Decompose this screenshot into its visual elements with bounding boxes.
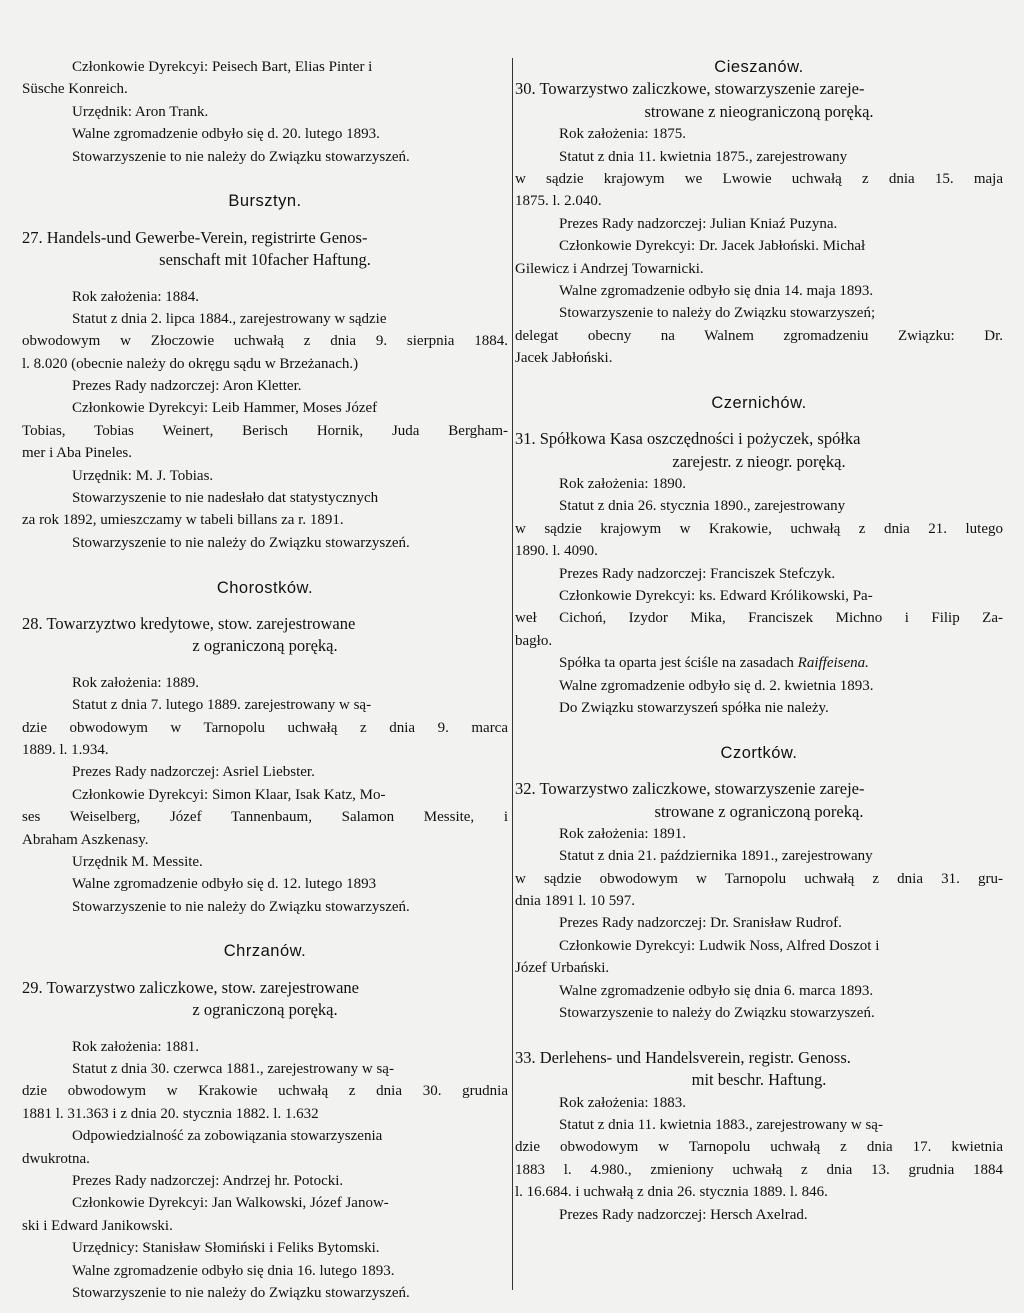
paragraph-line: Prezes Rady nadzorczej: Franciszek Stefczyk.: [559, 565, 836, 582]
paragraph-line: Walne zgromadzenie odbyło się d. 12. lutego 1893: [72, 876, 377, 893]
paragraph-line: Stowarzyszenie to należy do Związku stowarzyszeń.: [559, 1005, 875, 1022]
entry-title-continued: mit beschr. Haftung.: [691, 1070, 827, 1090]
paragraph-line: Stowarzyszenie to nie nadesłało dat statystycznych: [72, 490, 379, 507]
section-heading: Chrzanów.: [223, 942, 307, 961]
paragraph-line: Stowarzyszenie to nie należy do Związku stowarzyszeń.: [72, 898, 410, 915]
spacer: [515, 719, 1003, 741]
paragraph-line: Członkowie Dyrekcyi: Ludwik Noss, Alfred Doszot i: [559, 937, 880, 954]
entry-title-continued: z ograniczoną poręką.: [192, 1000, 338, 1020]
spacer: [22, 599, 508, 613]
paragraph-line: Statut z dnia 11. kwietnia 1875., zarejestrowany: [559, 148, 848, 165]
entry-title: 28. Towarzyztwo kredytowe, stow. zarejestrowane: [22, 613, 356, 633]
paragraph-line: weł Cichoń, Izydor Mika, Franciszek Michno i Filip Za-: [515, 610, 1003, 627]
text-run: Spółka ta oparta jest ściśle na zasadach: [559, 655, 794, 672]
paragraph-line: [515, 652, 1003, 674]
paragraph-line: Członkowie Dyrekcyi: Jan Walkowski, Józef Janow-: [72, 1195, 389, 1212]
entry-title-continued: zarejestr. z nieogr. poręką.: [672, 451, 846, 471]
paragraph-line: Prezes Rady nadzorczej: Hersch Axelrad.: [559, 1206, 808, 1223]
paragraph-line: Statut z dnia 7. lutego 1889. zarejestrowany w są-: [72, 697, 372, 714]
paragraph-line: dzie obwodowym w Krakowie uchwałą z dnia 30. grudnia: [22, 1083, 508, 1100]
paragraph-line: Stowarzyszenie to nie należy do Związku stowarzyszeń.: [72, 534, 410, 551]
entry-title: 31. Spółkowa Kasa oszczędności i pożyczek, spółka: [515, 429, 861, 449]
paragraph-line: obwodowym w Złoczowie uchwałą z dnia 9. sierpnia 1884.: [22, 333, 508, 350]
paragraph-line: Jacek Jabłoński.: [515, 350, 613, 367]
paragraph-line: Walne zgromadzenie odbyło się d. 2. kwietnia 1893.: [559, 677, 874, 694]
paragraph-line: w sądzie krajowym w Krakowie, uchwałą z dnia 21. lutego: [515, 520, 1003, 537]
spacer: [515, 1024, 1003, 1046]
paragraph-line: Süsche Konreich.: [22, 81, 128, 98]
spacer: [22, 658, 508, 672]
paragraph-line: w sądzie obwodowym w Tarnopolu uchwałą z dnia 31. gru-: [515, 870, 1003, 887]
paragraph-line: Gilewicz i Andrzej Towarnicki.: [515, 260, 704, 277]
paragraph-line: Stowarzyszenie to nie należy do Związku stowarzyszeń.: [72, 148, 410, 165]
paragraph-line: dnia 1891 l. 10 597.: [515, 893, 635, 910]
paragraph-line: bagło.: [515, 632, 553, 649]
paragraph-line: Walne zgromadzenie odbyło się dnia 6. marca 1893.: [559, 982, 874, 999]
paragraph-line: Prezes Rady nadzorczej: Aron Kletter.: [72, 378, 302, 395]
section-heading: Chorostków.: [216, 578, 314, 597]
entry-title-continued: strowane z ograniczoną poreką.: [654, 801, 864, 821]
paragraph-line: Statut z dnia 21. października 1891., zarejestrowany: [559, 848, 873, 865]
paragraph-line: dzie obwodowym w Tarnopolu uchwałą z dnia 17. kwietnia: [515, 1139, 1003, 1156]
entry-title-continued: senschaft mit 10facher Haftung.: [159, 250, 371, 270]
paragraph-line: delegat obecny na Walnem zgromadzeniu Związku: Dr.: [515, 327, 1003, 344]
paragraph-line: ski i Edward Janikowski.: [22, 1217, 173, 1234]
entry-title-continued: z ograniczoną poręką.: [192, 636, 338, 656]
paragraph-line: Członkowie Dyrekcyi: Dr. Jacek Jabłoński. Michał: [559, 238, 866, 255]
paragraph-line: mer i Aba Pineles.: [22, 445, 132, 462]
paragraph-line: Członkowie Dyrekcyi: Leib Hammer, Moses Józef: [72, 400, 378, 417]
paragraph-line: dzie obwodowym w Tarnopolu uchwałą z dnia 9. marca: [22, 719, 508, 736]
paragraph-line: Rok założenia: 1891.: [559, 825, 687, 842]
spacer: [515, 764, 1003, 778]
paragraph-line: Walne zgromadzenie odbyło się d. 20. lutego 1893.: [72, 126, 380, 143]
section-heading: Bursztyn.: [228, 192, 302, 211]
paragraph-line: Do Związku stowarzyszeń spółka nie należy.: [559, 699, 829, 716]
paragraph-line: 1881 l. 31.363 i z dnia 20. stycznia 1882. l. 1.632: [22, 1105, 319, 1122]
spacer: [515, 414, 1003, 428]
right-column: [515, 56, 1003, 1226]
paragraph-line: Prezes Rady nadzorczej: Julian Kniaź Puzyna.: [559, 215, 838, 232]
paragraph-line: Członkowie Dyrekcyi: Peisech Bart, Elias Pinter i: [72, 59, 373, 75]
paragraph-line: Urzędnik: M. J. Tobias.: [72, 467, 214, 484]
italic-text-run: Raiffeisena.: [797, 655, 869, 672]
paragraph-line: 1890. l. 4090.: [515, 543, 598, 560]
paragraph-line: Członkowie Dyrekcyi: ks. Edward Królikowski, Pa-: [559, 587, 873, 604]
paragraph-line: Walne zgromadzenie odbyło się dnia 16. lutego 1893.: [72, 1262, 395, 1279]
entry-title: 32. Towarzystwo zaliczkowe, stowarzyszenie zareje-: [515, 779, 865, 799]
paragraph-line: Stowarzyszenie to nie należy do Związku stowarzyszeń.: [72, 1284, 410, 1301]
paragraph-line: l. 8.020 (obecnie należy do okręgu sądu w Brzeżanach.): [22, 355, 359, 372]
entry-title: 29. Towarzystwo zaliczkowe, stow. zarejestrowane: [22, 977, 359, 997]
section-heading: Czortków.: [720, 743, 798, 762]
paragraph-line: Tobias, Tobias Weinert, Berisch Hornik, Juda Bergham-: [22, 422, 508, 439]
paragraph-line: Prezes Rady nadzorczej: Dr. Sranisław Rudrof.: [559, 915, 842, 932]
entry-title: 27. Handels-und Gewerbe-Verein, registrirte Genos-: [22, 227, 368, 247]
paragraph-line: ses Weiselberg, Józef Tannenbaum, Salamon Messite, i: [22, 809, 508, 826]
left-column: [22, 56, 508, 1304]
paragraph-line: Prezes Rady nadzorczej: Andrzej hr. Potocki.: [72, 1172, 344, 1189]
section-heading: Czernichów.: [711, 393, 807, 412]
paragraph-line: Statut z dnia 11. kwietnia 1883., zarejestrowany w są-: [559, 1116, 883, 1133]
paragraph-line: Rok założenia: 1890.: [559, 476, 687, 493]
section-heading: Cieszanów.: [714, 58, 804, 76]
paragraph-line: l. 16.684. i uchwałą z dnia 26. stycznia 1889. l. 846.: [515, 1184, 828, 1201]
column-divider: [512, 58, 513, 1290]
paragraph-line: Statut z dnia 30. czerwca 1881., zarejestrowany w są-: [72, 1061, 394, 1078]
paragraph-line: 1883 l. 4.980., zmieniony uchwałą z dnia 13. grudnia 1884: [515, 1161, 1003, 1178]
paragraph-line: Rok założenia: 1889.: [72, 674, 200, 691]
spacer: [22, 168, 508, 190]
paragraph-line: 1875. l. 2.040.: [515, 193, 602, 210]
paragraph-line: w sądzie krajowym we Lwowie uchwałą z dnia 15. maja: [515, 170, 1003, 187]
paragraph-line: Rok założenia: 1883.: [559, 1094, 687, 1111]
paragraph-line: Statut z dnia 2. lipca 1884., zarejestrowany w sądzie: [72, 310, 387, 327]
paragraph-line: Rok założenia: 1884.: [72, 288, 200, 305]
paragraph-line: Abraham Aszkenasy.: [22, 831, 149, 848]
spacer: [22, 963, 508, 977]
paragraph-line: Urzędnik: Aron Trank.: [72, 103, 209, 120]
paragraph-line: Rok założenia: 1881.: [72, 1038, 200, 1055]
spacer: [22, 918, 508, 940]
paragraph-line: Józef Urbański.: [515, 960, 610, 977]
paragraph-line: 1889. l. 1.934.: [22, 741, 109, 758]
spacer: [515, 369, 1003, 391]
paragraph-line: Rok założenia: 1875.: [559, 126, 687, 143]
spacer: [22, 554, 508, 576]
entry-title-continued: strowane z nieograniczoną poręką.: [644, 101, 874, 121]
entry-title: 30. Towarzystwo zaliczkowe, stowarzyszenie zareje-: [515, 79, 865, 99]
paragraph-line: Członkowie Dyrekcyi: Simon Klaar, Isak Katz, Mo-: [72, 786, 386, 803]
spacer: [22, 1022, 508, 1036]
paragraph-line: Urzędnicy: Stanisław Słomiński i Feliks Bytomski.: [72, 1240, 380, 1257]
paragraph-line: Prezes Rady nadzorczej: Asriel Liebster.: [72, 764, 315, 781]
paragraph-line: Odpowiedzialność za zobowiązania stowarzyszenia: [72, 1128, 383, 1145]
paragraph-line: Statut z dnia 26. stycznia 1890., zarejestrowany: [559, 498, 846, 515]
entry-title: 33. Derlehens- und Handelsverein, registr. Genoss.: [515, 1047, 851, 1067]
paragraph-line: Urzędnik M. Messite.: [72, 853, 203, 870]
spacer: [22, 213, 508, 227]
paragraph-line: Walne zgromadzenie odbyło się dnia 14. maja 1893.: [559, 282, 874, 299]
spacer: [22, 272, 508, 286]
paragraph-line: dwukrotna.: [22, 1150, 90, 1167]
paragraph-line: Stowarzyszenie to należy do Związku stowarzyszeń;: [559, 305, 876, 322]
paragraph-line: za rok 1892, umieszczamy w tabeli billans za r. 1891.: [22, 512, 344, 529]
